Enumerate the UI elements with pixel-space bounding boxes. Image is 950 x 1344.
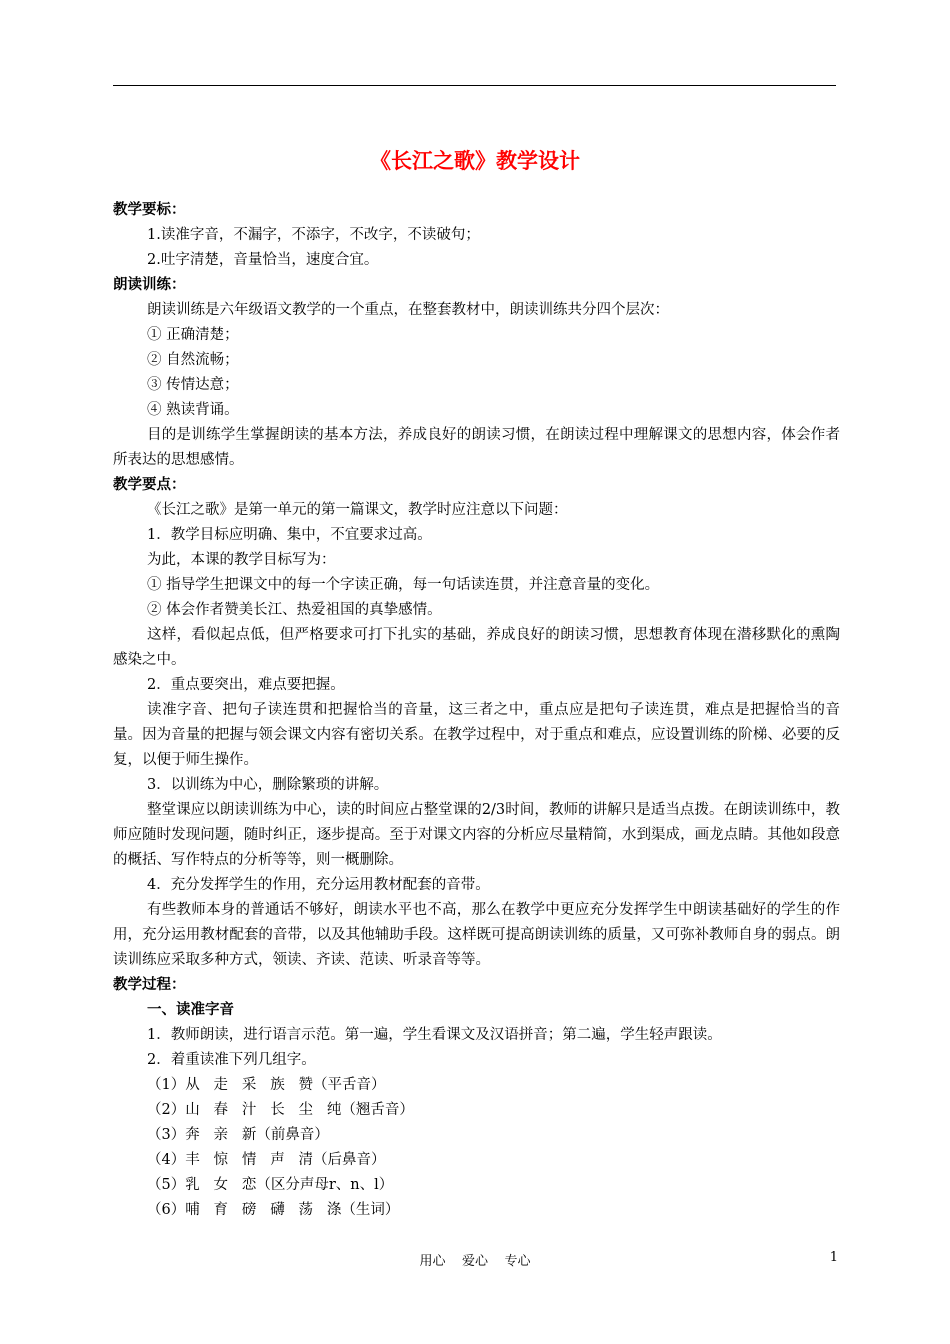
paragraph-line: （6）哺 育 磅 礴 荡 涤（生词） (147, 1202, 400, 1218)
document-body (113, 198, 840, 1223)
page-number: 1 (829, 1250, 838, 1265)
paragraph-line: （3）奔 亲 新（前鼻音） (147, 1127, 329, 1143)
paragraph-line: 朗读训练是六年级语文教学的一个重点，在整套教材中，朗读训练共分四个层次： (147, 302, 669, 318)
paragraph-line: 1．教师朗读，进行语言示范。第一遍，学生看课文及汉语拼音；第二遍，学生轻声跟读。 (147, 1027, 722, 1043)
paragraph-line: ① 指导学生把课文中的每一个字读正确，每一句话读连贯，并注意音量的变化。 (147, 577, 660, 593)
paragraph-line: 2．重点要突出，难点要把握。 (147, 677, 345, 693)
paragraph-line: 1．教学目标应明确、集中，不宜要求过高。 (147, 527, 432, 543)
paragraph-line: ③ 传情达意； (147, 377, 239, 393)
paragraph-line: ④ 熟读背诵。 (147, 402, 239, 418)
footer-motto: 用心 爱心 专心 (419, 1254, 531, 1269)
paragraph-line: 4．充分发挥学生的作用，充分运用教材配套的音带。 (147, 877, 490, 893)
section-heading: 教学要点： (113, 477, 186, 493)
section-heading: 教学过程： (113, 977, 186, 993)
paragraph-line: 3．以训练为中心，删除繁琐的讲解。 (147, 777, 389, 793)
paragraph-line: （1）从 走 采 族 赞（平舌音） (147, 1077, 386, 1093)
section-heading: 教学要标： (113, 202, 186, 218)
paragraph-line: 这样，看似起点低，但严格要求可打下扎实的基础，养成良好的朗读习惯，思想教育体现在潜移默化的熏陶感染之中。 (113, 627, 840, 668)
paragraph-line: ① 正确清楚； (147, 327, 239, 343)
paragraph-line: 《长江之歌》是第一单元的第一篇课文，教学时应注意以下问题： (147, 502, 568, 518)
paragraph-line: 读准字音、把句子读连贯和把握恰当的音量，这三者之中，重点应是把句子读连贯，难点是把握恰当的音量。因为音量的把握与领会课文内容有密切关系。在教学过程中，对于重点和难点，应设置训练的阶梯、必要的反复，以便于师生操作。 (113, 702, 840, 768)
paragraph-line: （2）山 春 汁 长 尘 纯（翘舌音） (147, 1102, 414, 1118)
page-footer (0, 1250, 950, 1270)
paragraph-line: ② 自然流畅； (147, 352, 239, 368)
paragraph-line: 整堂课应以朗读训练为中心，读的时间应占整堂课的2/3时间，教师的讲解只是适当点拨。在朗读训练中，教师应随时发现问题，随时纠正，逐步提高。至于对课文内容的分析应尽量精简，水到渠成，画龙点睛。其他如段意的概括、写作特点的分析等等，则一概删除。 (113, 802, 840, 868)
paragraph-line: 1.读准字音，不漏字，不添字，不改字，不读破句； (147, 227, 480, 243)
document-title: 《长江之歌》教学设计 (370, 149, 580, 173)
paragraph-line: 目的是训练学生掌握朗读的基本方法，养成良好的朗读习惯，在朗读过程中理解课文的思想内容，体会作者所表达的思想感情。 (113, 427, 840, 468)
paragraph-line: 2．着重读准下列几组字。 (147, 1052, 316, 1068)
paragraph-line: ② 体会作者赞美长江、热爱祖国的真挚感情。 (147, 602, 442, 618)
paragraph-line: 有些教师本身的普通话不够好，朗读水平也不高，那么在教学中更应充分发挥学生中朗读基础好的学生的作用，充分运用教材配套的音带，以及其他辅助手段。这样既可提高朗读训练的质量，又可弥补教师自身的弱点。朗读训练应采取多种方式，领读、齐读、范读、听录音等等。 (113, 902, 840, 968)
header-rule (113, 85, 836, 86)
section-heading: 一、读准字音 (147, 1002, 234, 1018)
section-heading: 朗读训练： (113, 277, 186, 293)
paragraph-line: 为此，本课的教学目标写为： (147, 552, 336, 568)
paragraph-line: （4）丰 惊 情 声 清（后鼻音） (147, 1152, 386, 1168)
paragraph-line: （5）乳 女 恋（区分声母r、n、l） (147, 1177, 394, 1193)
paragraph-line: 2.吐字清楚，音量恰当，速度合宜。 (147, 252, 379, 268)
